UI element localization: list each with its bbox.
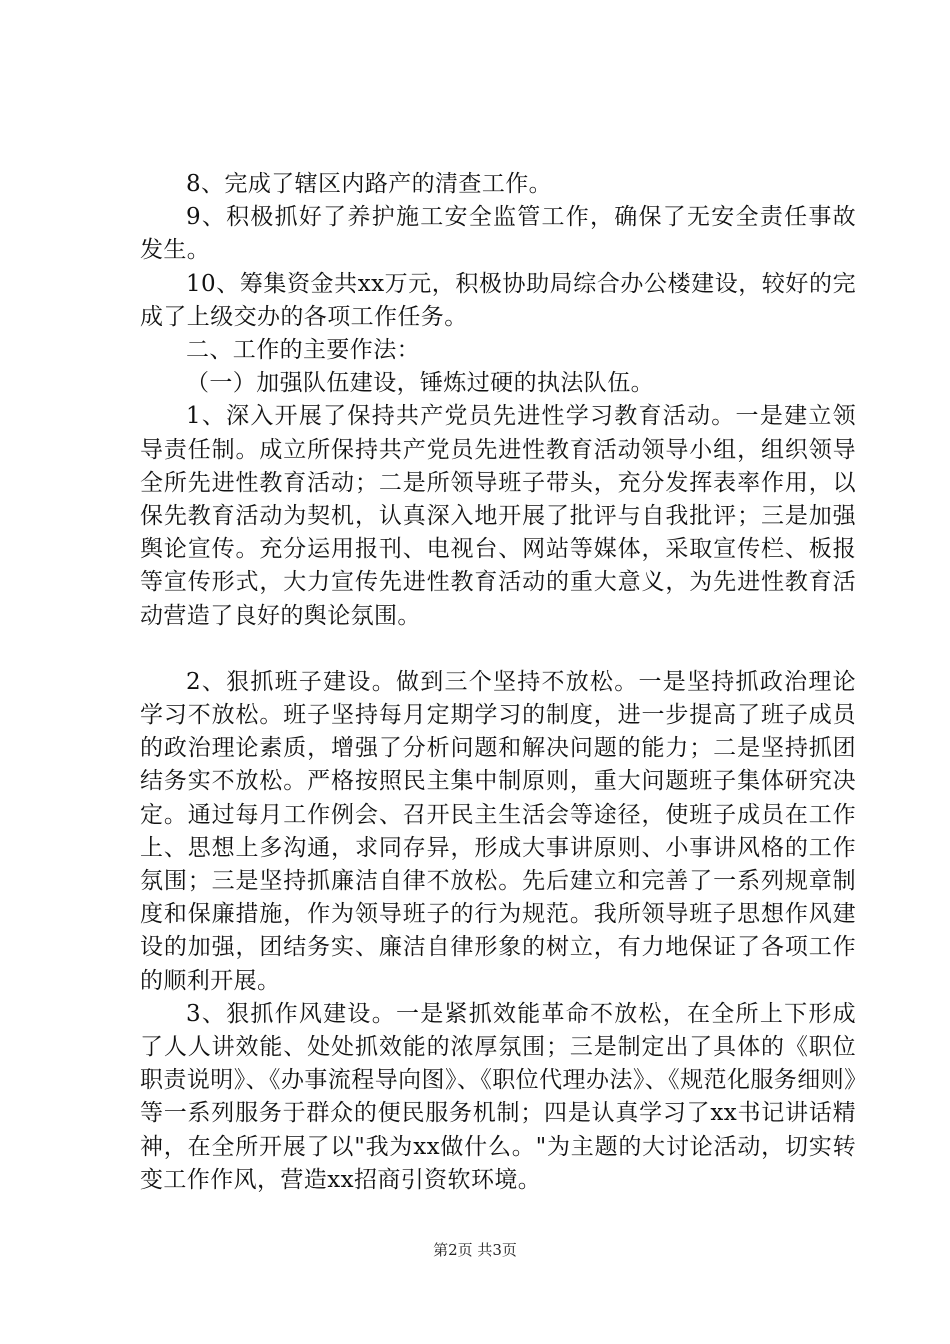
paragraph-item-9: 9、积极抓好了养护施工安全监管工作，确保了无安全责任事故发生。 [140,204,856,264]
paragraph-item-10: 10、筹集资金共xx万元，积极协助局综合办公楼建设，较好的完成了上级交办的各项工作任务。 [140,270,856,330]
paragraph-point-3: 3、狠抓作风建设。一是紧抓效能革命不放松，在全所上下形成了人人讲效能、处处抓效能的浓厚氛围；三是制定出了具体的《职位职责说明》、《办事流程导向图》、《职位代理办法》、《规范化服务细则》等一系列服务于群众的便民服务机制；四是认真学习了xx书记讲话精神，在全所开展了以"我为xx做什么。"为主题的大讨论活动，切实转变工作作风，营造xx招商引资软环境。 [140,1000,856,1193]
document-body [140,168,856,1197]
paragraph-point-2: 2、狠抓班子建设。做到三个坚持不放松。一是坚持抓政治理论学习不放松。班子坚持每月定期学习的制度，进一步提高了班子成员的政治理论素质，增强了分析问题和解决问题的能力；二是坚持抓团结务实不放松。严格按照民主集中制原则，重大问题班子集体研究决定。通过每月工作例会、召开民主生活会等途径，使班子成员在工作上、思想上多沟通，求同存异，形成大事讲原则、小事讲风格的工作氛围；三是坚持抓廉洁自律不放松。先后建立和完善了一系列规章制度和保廉措施，作为领导班子的行为规范。我所领导班子思想作风建设的加强，团结务实、廉洁自律形象的树立，有力地保证了各项工作的顺利开展。 [140,668,856,994]
subsection-heading: （一）加强队伍建设，锤炼过硬的执法队伍。 [186,370,654,397]
paragraph-item-8: 8、完成了辖区内路产的清查工作。 [186,171,553,197]
page-footer: 第2页 共3页 [433,1241,517,1259]
section-heading: 二、工作的主要作法： [186,337,420,364]
paragraph-point-1: 1、深入开展了保持共产党员先进性学习教育活动。一是建立领导责任制。成立所保持共产党员先进性教育活动领导小组，组织领导全所先进性教育活动；二是所领导班子带头，充分发挥表率作用，以保先教育活动为契机，认真深入地开展了批评与自我批评；三是加强舆论宣传。充分运用报刊、电视台、网站等媒体，采取宣传栏、板报等宣传形式，大力宣传先进性教育活动的重大意义，为先进性教育活动营造了良好的舆论氛围。 [140,403,856,629]
